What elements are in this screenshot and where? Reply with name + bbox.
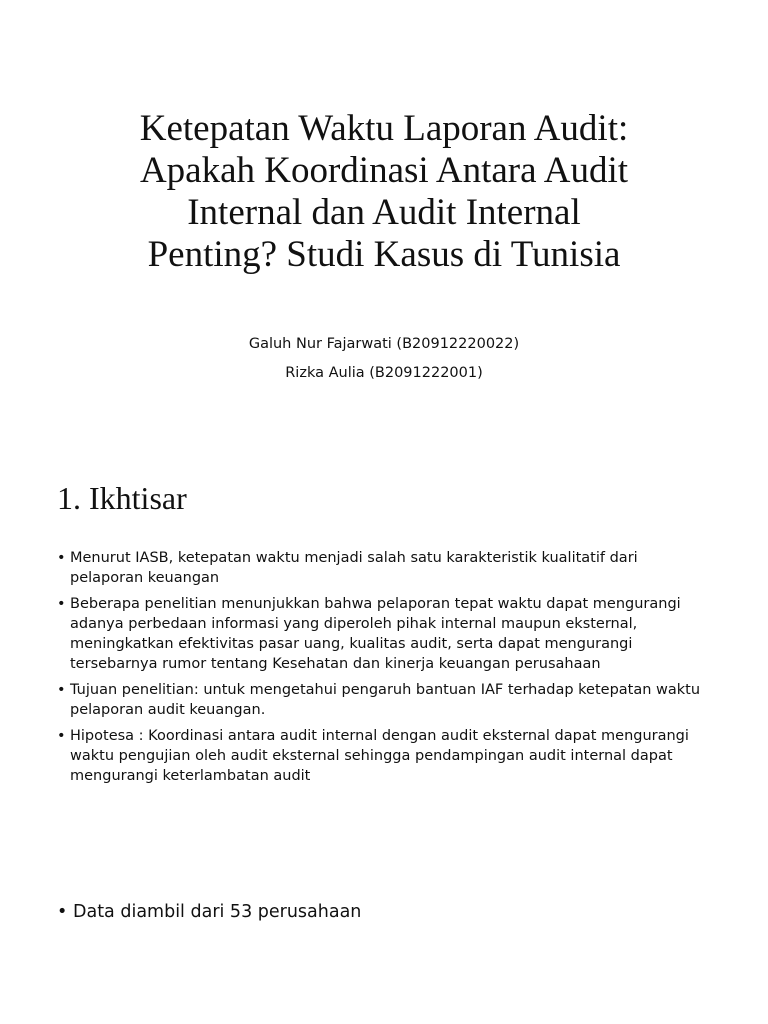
- bullet-text: Beberapa penelitian menunjukkan bahwa pelaporan tepat waktu dapat mengurangi adanya perbedaan informasi yang diperoleh pihak internal maupun eksternal, meningkatkan efektivitas pasar uang, kualitas audit, serta dapat mengurangi tersebarnya rumor tentang Kesehatan dan kinerja keuangan perusahaan: [70, 596, 681, 672]
- bullet-item: [57, 680, 705, 720]
- bullet-item: [57, 726, 705, 786]
- title-slide: [0, 0, 768, 432]
- title-line: Penting? Studi Kasus di Tunisia: [147, 234, 621, 275]
- bullet-icon: •: [57, 902, 68, 922]
- bullet-list: [57, 900, 705, 924]
- author-name: Rizka Aulia (B2091222001): [285, 365, 483, 381]
- author-list: [0, 330, 768, 388]
- title-line: Internal dan Audit Internal: [187, 192, 581, 233]
- author-name: Galuh Nur Fajarwati (B20912220022): [248, 336, 520, 352]
- bullet-item: [57, 594, 705, 674]
- slide-title: [40, 108, 728, 276]
- bullet-list: [57, 548, 705, 792]
- bullet-text: Hipotesa : Koordinasi antara audit internal dengan audit eksternal dapat mengurangi waktu pengujian oleh audit eksternal sehingga pendampingan audit internal dapat mengurangi keterlambatan audit: [70, 728, 689, 784]
- bullet-item: [57, 900, 705, 924]
- slide-heading: 1. Ikhtisar: [57, 480, 187, 516]
- bullet-icon: •: [57, 728, 66, 744]
- bullet-text: Data diambil dari 53 perusahaan: [73, 902, 362, 922]
- overview-slide: [0, 432, 768, 852]
- bullet-icon: •: [57, 550, 66, 566]
- bullet-icon: •: [57, 596, 66, 612]
- bullet-item: [57, 548, 705, 588]
- title-line: Apakah Koordinasi Antara Audit: [139, 150, 629, 191]
- data-slide: [0, 852, 768, 1024]
- bullet-icon: •: [57, 682, 66, 698]
- title-line: Ketepatan Waktu Laporan Audit:: [139, 108, 629, 149]
- bullet-text: Tujuan penelitian: untuk mengetahui pengaruh bantuan IAF terhadap ketepatan waktu pelaporan audit keuangan.: [70, 682, 701, 718]
- bullet-text: Menurut IASB, ketepatan waktu menjadi salah satu karakteristik kualitatif dari pelaporan keuangan: [70, 550, 638, 586]
